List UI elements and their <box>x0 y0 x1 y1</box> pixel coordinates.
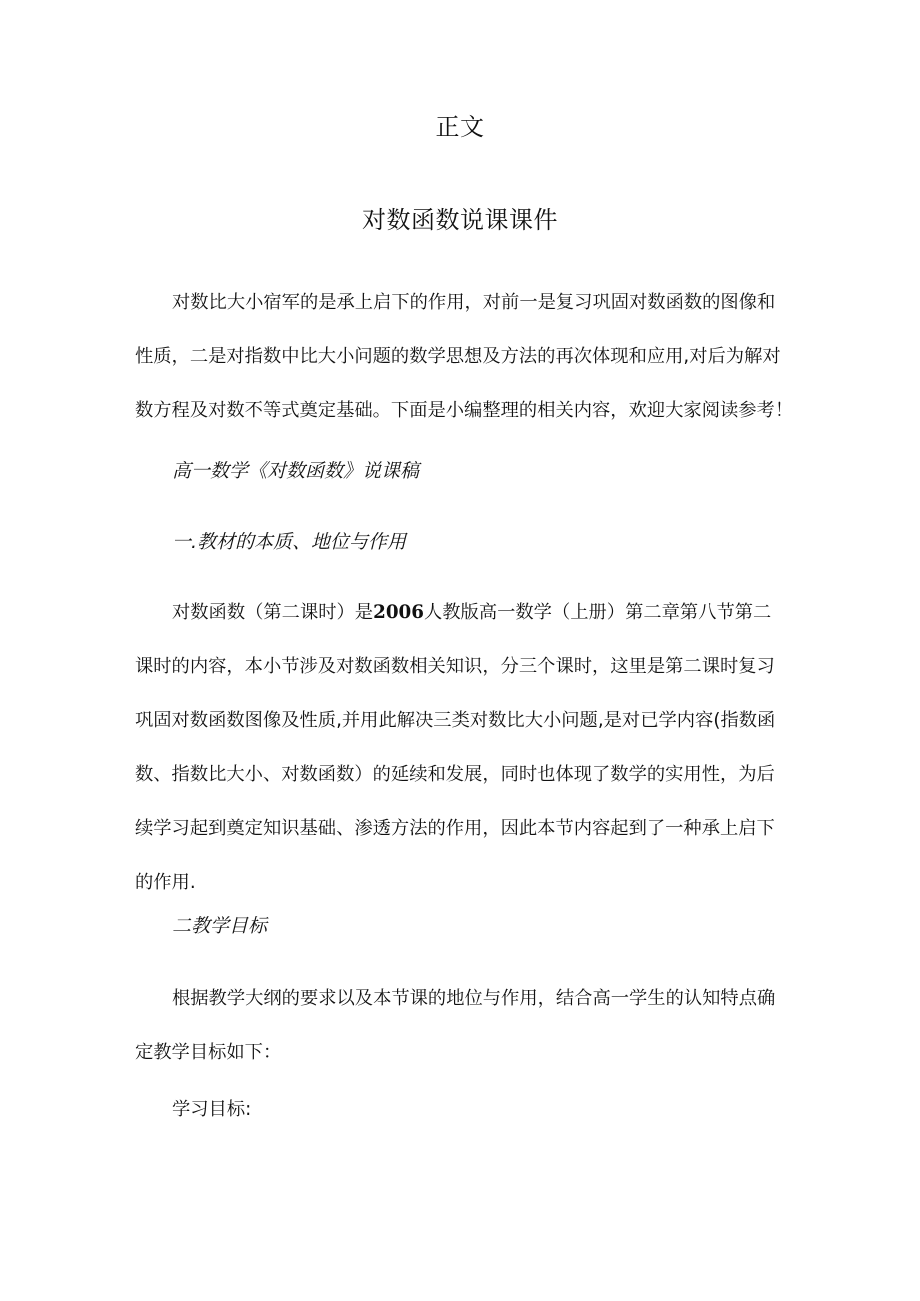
section2-heading: 二教学目标 <box>172 915 268 937</box>
year-number: 2006 <box>373 602 424 623</box>
section1-line-4: 数、指数比大小、对数函数）的延续和发展，同时也体现了数学的实用性，为后 <box>135 764 775 785</box>
section1-line-1a: 对数函数（第二课时）是 <box>172 602 374 623</box>
learning-goals-label: 学习目标: <box>172 1099 252 1120</box>
intro-line-2: 性质，二是对指数中比大小问题的数学思想及方法的再次体现和应用,对后为解对 <box>135 346 781 367</box>
intro-paragraph <box>135 276 794 438</box>
section1-line-3: 巩固对数函数图像及性质,并用此解决三类对数比大小问题,是对已学内容(指数函 <box>135 710 776 731</box>
intro-line-1: 对数比大小宿军的是承上启下的作用，对前一是复习巩固对数函数的图像和 <box>172 292 776 313</box>
section1-heading: 一.教材的本质、地位与作用 <box>172 531 407 553</box>
section-title: 高一数学《对数函数》说课稿 <box>172 460 420 482</box>
section1-line-5: 续学习起到奠定知识基础、渗透方法的作用，因此本节内容起到了一种承上启下 <box>135 818 775 839</box>
section2-paragraph <box>135 972 787 1080</box>
section2-line-1: 根据教学大纲的要求以及本节课的地位与作用，结合高一学生的认知特点确 <box>172 988 776 1009</box>
section1-line-6: 的作用. <box>135 872 196 893</box>
section1-line-1 <box>135 586 787 640</box>
intro-line-3: 数方程及对数不等式奠定基础。下面是小编整理的相关内容，欢迎大家阅读参考！ <box>135 400 794 421</box>
section2-line-2: 定教学目标如下： <box>135 1042 282 1063</box>
sub-title: 对数函数说课课件 <box>362 206 558 234</box>
section1-line-1b: 人教版高一数学（上册）第二章第八节第二 <box>423 602 772 623</box>
section1-line-2: 课时的内容，本小节涉及对数函数相关知识，分三个课时，这里是第二课时复习 <box>135 656 775 677</box>
section1-paragraph <box>135 586 787 910</box>
main-title: 正文 <box>435 113 485 141</box>
